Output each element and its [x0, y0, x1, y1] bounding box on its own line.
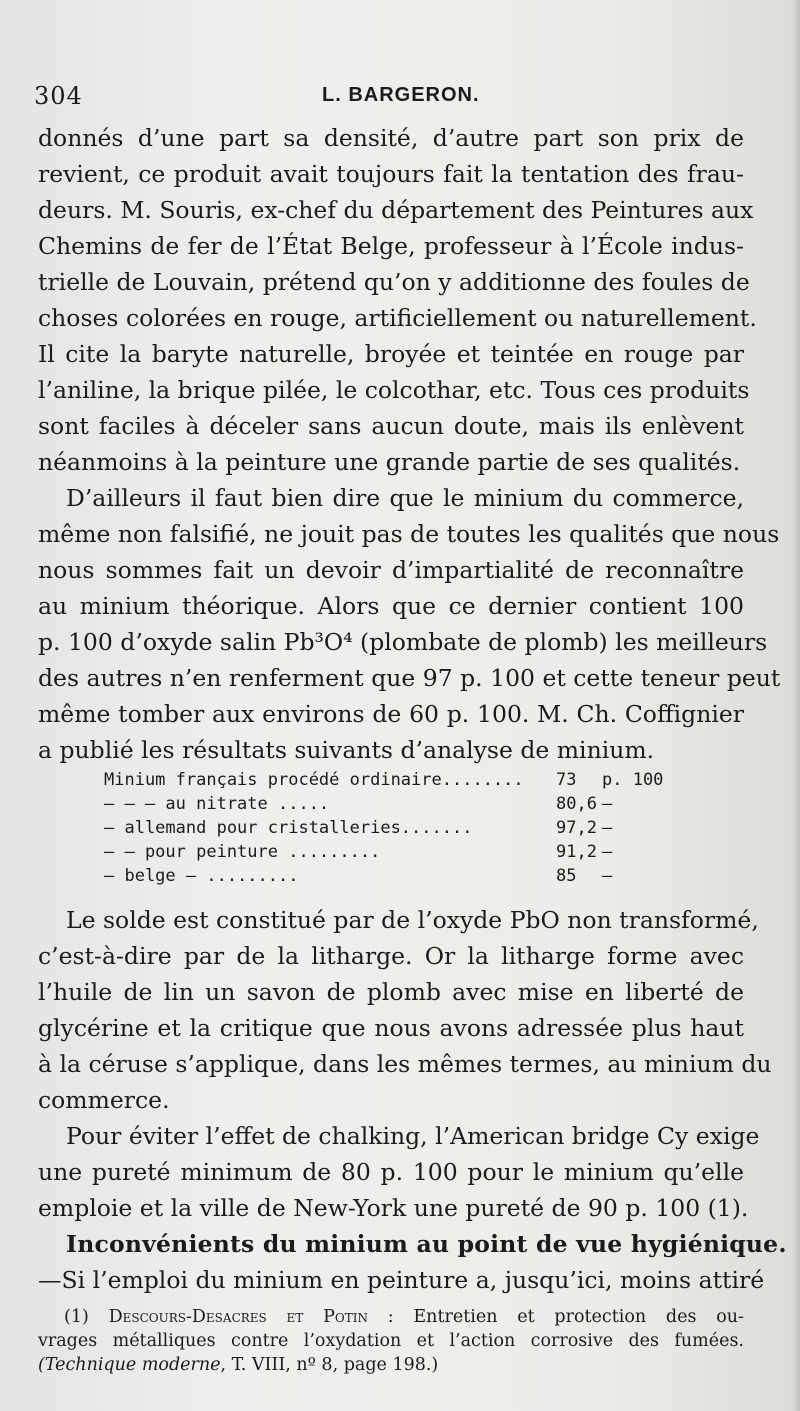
text-line: deurs. M. Souris, ex-chef du département des Peintures aux [38, 196, 754, 224]
footnote-line [38, 1353, 744, 1377]
row-unit: — [602, 818, 613, 838]
analysis-table [104, 768, 664, 888]
table-row [104, 768, 664, 792]
text-line: trielle de Louvain, prétend qu’on y additionne des foules de [38, 268, 750, 296]
text-line: a publié les résultats suivants d’analyse de minium. [38, 736, 655, 764]
text-line: Pour éviter l’effet de chalking, l’American bridge Cy exige [66, 1122, 760, 1150]
text-line: au minium théorique. Alors que ce dernier contient 100 [38, 592, 744, 620]
footnote-text: : Entretien et protection des ou- [387, 1307, 744, 1327]
footnote-text: , T. VIII, nº 8, page 198.) [220, 1355, 439, 1375]
section-heading: Inconvénients du minium au point de vue hygiénique. [66, 1230, 787, 1258]
page-number: 304 [34, 82, 83, 110]
text-line: l’aniline, la brique pilée, le colcothar, etc. Tous ces produits [38, 376, 750, 404]
text-line: sont faciles à déceler sans aucun doute, mais ils enlèvent [38, 412, 744, 440]
running-head: L. BARGERON. [322, 84, 480, 106]
text-line: des autres n’en renferment que 97 p. 100 et cette teneur peut [38, 664, 781, 692]
text-line: c’est-à-dire par de la litharge. Or la litharge forme avec [38, 942, 744, 970]
footnotes [38, 1305, 744, 1377]
text-line: emploie et la ville de New-York une pureté de 90 p. 100 (1). [38, 1194, 749, 1222]
text-line: D’ailleurs il faut bien dire que le minium du commerce, [66, 484, 744, 512]
text-line: à la céruse s’applique, dans les mêmes termes, au minium du [38, 1050, 772, 1078]
footnote-journal: (Technique moderne [38, 1355, 221, 1375]
text-line: Chemins de fer de l’État Belge, professeur à l’École indus- [38, 232, 744, 260]
row-value: 73 [556, 770, 577, 790]
footnote-line: vrages métalliques contre l’oxydation et l’action corrosive des fumées. [38, 1331, 744, 1351]
text-line: même non falsifié, ne jouit pas de toutes les qualités que nous [38, 520, 780, 548]
text-line: revient, ce produit avait toujours fait la tentation des frau- [38, 160, 744, 188]
text-line: même tomber aux environs de 60 p. 100. M. Ch. Coffignier [38, 700, 744, 728]
body-text-lower [38, 902, 787, 1298]
text-line: l’huile de lin un savon de plomb avec mise en liberté de [38, 978, 744, 1006]
table-row [104, 840, 664, 864]
text-line: Il cite la baryte naturelle, broyée et teintée en rouge par [38, 340, 744, 368]
text-line: donnés d’une part sa densité, d’autre part son prix de [38, 124, 744, 152]
row-value: 85 [556, 866, 577, 886]
row-label: — belge — ......... [104, 866, 299, 886]
row-label: Minium français procédé ordinaire........ [104, 770, 524, 790]
row-value: 97,2 [556, 818, 597, 838]
footnote-marker: (1) [64, 1307, 89, 1327]
footnote-line [38, 1305, 744, 1329]
text-line: glycérine et la critique que nous avons adressée plus haut [38, 1014, 744, 1042]
page-header [34, 82, 764, 116]
row-unit: — [602, 866, 613, 886]
text-line: une pureté minimum de 80 p. 100 pour le minium qu’elle [38, 1158, 744, 1186]
text-line: nous sommes fait un devoir d’impartialité de reconnaître [38, 556, 744, 584]
page-edge-shadow [792, 0, 800, 1411]
text-line: p. 100 d’oxyde salin Pb³O⁴ (plombate de plomb) les meilleurs [38, 628, 768, 656]
row-label: — — — au nitrate ..... [104, 794, 330, 814]
body-text [38, 120, 781, 768]
text-line: commerce. [38, 1086, 170, 1114]
text-line: Le solde est constitué par de l’oxyde PbO non transformé, [66, 906, 759, 934]
table-row [104, 816, 664, 840]
row-label: — allemand pour cristalleries....... [104, 818, 473, 838]
row-value: 80,6 [556, 794, 597, 814]
table-row [104, 864, 664, 888]
text-line: choses colorées en rouge, artificiellement ou naturellement. [38, 304, 757, 332]
row-unit: — [602, 842, 613, 862]
row-unit: p. 100 [602, 770, 664, 790]
table-row [104, 792, 664, 816]
row-value: 91,2 [556, 842, 597, 862]
text-line: néanmoins à la peinture une grande partie de ses qualités. [38, 448, 741, 476]
text-line: —Si l’emploi du minium en peinture a, jusqu’ici, moins attiré [38, 1266, 765, 1294]
footnote-authors: Descours-Desacres et Potin [108, 1307, 368, 1327]
row-label: — — pour peinture ......... [104, 842, 381, 862]
row-unit: — [602, 794, 613, 814]
